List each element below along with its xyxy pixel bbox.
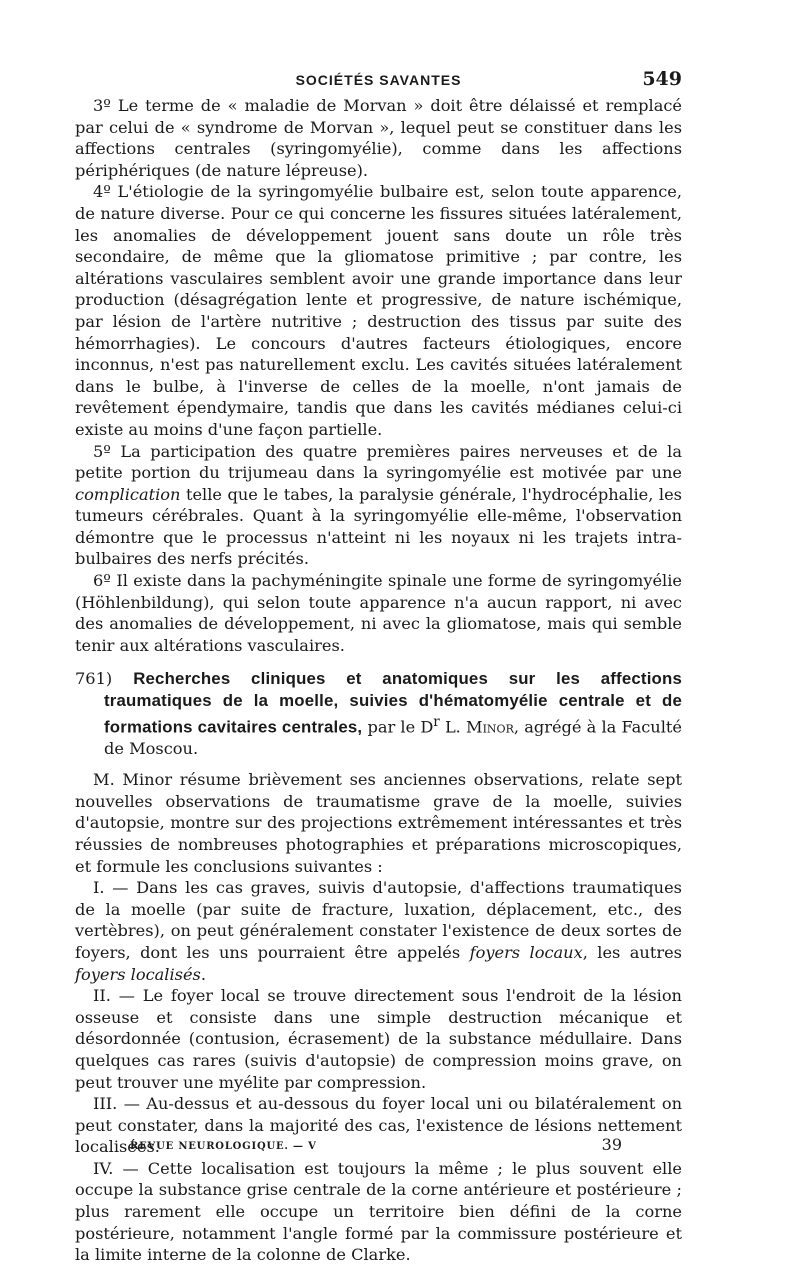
text-run: 5º La participation des quatre premières paires nerveuses et de la petite portion du trijumeau dans la syringomyélie est motivée par une <box>75 441 682 483</box>
entry-number: 761) <box>75 669 113 689</box>
italic-term: foyers locaux <box>469 942 583 962</box>
signature-mark: 39 <box>601 1135 622 1154</box>
text-run: . <box>200 964 206 984</box>
author-name: Minor <box>466 717 514 737</box>
text-run: I. — Dans les cas graves, suivis d'autopsie, d'affections traumatiques de la moelle (par suite de fracture, luxation, déplacement, etc., des vertèbres), on peut généralement constater l'existence de deux sortes de foyers, dont les uns pourraient être appelés <box>75 878 682 962</box>
abstract-entry-heading <box>75 668 682 759</box>
entry-title: Recherches cliniques et anatomiques sur les affections traumatiques de la moelle, suivies d'hématomyélie centrale et de formations cavitaires centrales, <box>104 669 682 737</box>
running-title: SOCIÉTÉS SAVANTES <box>295 72 462 88</box>
author-affiliation: , agrégé à la Faculté de Moscou. <box>104 717 682 758</box>
page-header <box>75 68 682 92</box>
entry-by: par le D <box>367 717 434 737</box>
author-initial: L. <box>444 717 461 737</box>
text-run: , les autres <box>582 942 682 962</box>
italic-term: complication <box>75 484 181 504</box>
page-number: 549 <box>642 68 682 90</box>
italic-term: foyers localisés <box>75 964 201 984</box>
entry-by-sup: r <box>433 713 440 730</box>
paragraph-summary: M. Minor résume brièvement ses anciennes observations, relate sept nouvelles observations de traumatisme grave de la moelle, suivies d'autopsie, montre sur des projections extrêmement intéressantes et très réussies de nombreuses photographies et préparations microscopiques, et formule les conclusions suivantes : <box>75 770 682 876</box>
paragraph-point-3: III. — Au-dessus et au-dessous du foyer local uni ou bilatéralement on peut constater, dans la majorité des cas, l'existence de lésions nettement localisées. <box>75 1094 682 1157</box>
body-text <box>75 95 682 1266</box>
paragraph-conclusion-4: 4º L'étiologie de la syringomyélie bulbaire est, selon toute apparence, de nature diverse. Pour ce qui concerne les fissures situées latéralement, les anomalies de développement jouent sans doute un rôle très secondaire, de même que la gliomatose primitive ; par contre, les altérations vasculaires semblent avoir une grande importance dans leur production (désagrégation lente et progressive, de nature ischémique, par lésion de l'artère nutritive ; destruction des tissus par suite des hémorrhagies). Le concours d'autres facteurs étiologiques, encore inconnus, n'est pas naturellement exclu. Les cavités situées latéralement dans le bulbe, à l'inverse de celles de la moelle, n'ont jamais de revêtement épendymaire, tandis que dans les cavités médianes celui-ci existe au moins d'une façon partielle. <box>75 182 682 439</box>
paragraph-point-4: IV. — Cette localisation est toujours la même ; le plus souvent elle occupe la substance grise centrale de la corne antérieure et postérieure ; plus rarement elle occupe un territoire bien défini de la corne postérieure, notamment l'angle formé par la commissure postérieure et la limite interne de la colonne de Clarke. <box>75 1158 682 1265</box>
paragraph-conclusion-6: 6º Il existe dans la pachyméningite spinale une forme de syringomyélie (Höhlenbildung), qui selon toute apparence n'a aucun rapport, ni avec des anomalies de développement, ni avec la gliomatose, mais qui semble tenir aux altérations vasculaires. <box>75 571 682 655</box>
paragraph-point-1 <box>75 877 682 985</box>
text-run: telle que le tabes, la paralysie générale, l'hydrocéphalie, les tumeurs cérébrales. Quant à la syringomyélie elle-même, l'observation démontre que le processus n'atteint ni les noyaux ni les trajets intra-bulbaires des nerfs précités. <box>75 484 682 569</box>
page-footer <box>130 1135 682 1159</box>
footer-journal: REVUE NEUROLOGIQUE. — V <box>130 1141 317 1152</box>
paragraph-conclusion-5 <box>75 441 682 571</box>
paragraph-point-2: II. — Le foyer local se trouve directement sous l'endroit de la lésion osseuse et consiste dans une simple destruction mécanique et désordonnée (contusion, écrasement) de la substance médullaire. Dans quelques cas rares (suivis d'autopsie) de compression moins grave, on peut trouver une myélite par compression. <box>75 986 682 1092</box>
paragraph-conclusion-3: 3º Le terme de « maladie de Morvan » doit être délaissé et remplacé par celui de « syndrome de Morvan », lequel peut se constituer dans les affections centrales (syringomyélie), comme dans les affections périphériques (de nature lépreuse). <box>75 96 682 180</box>
